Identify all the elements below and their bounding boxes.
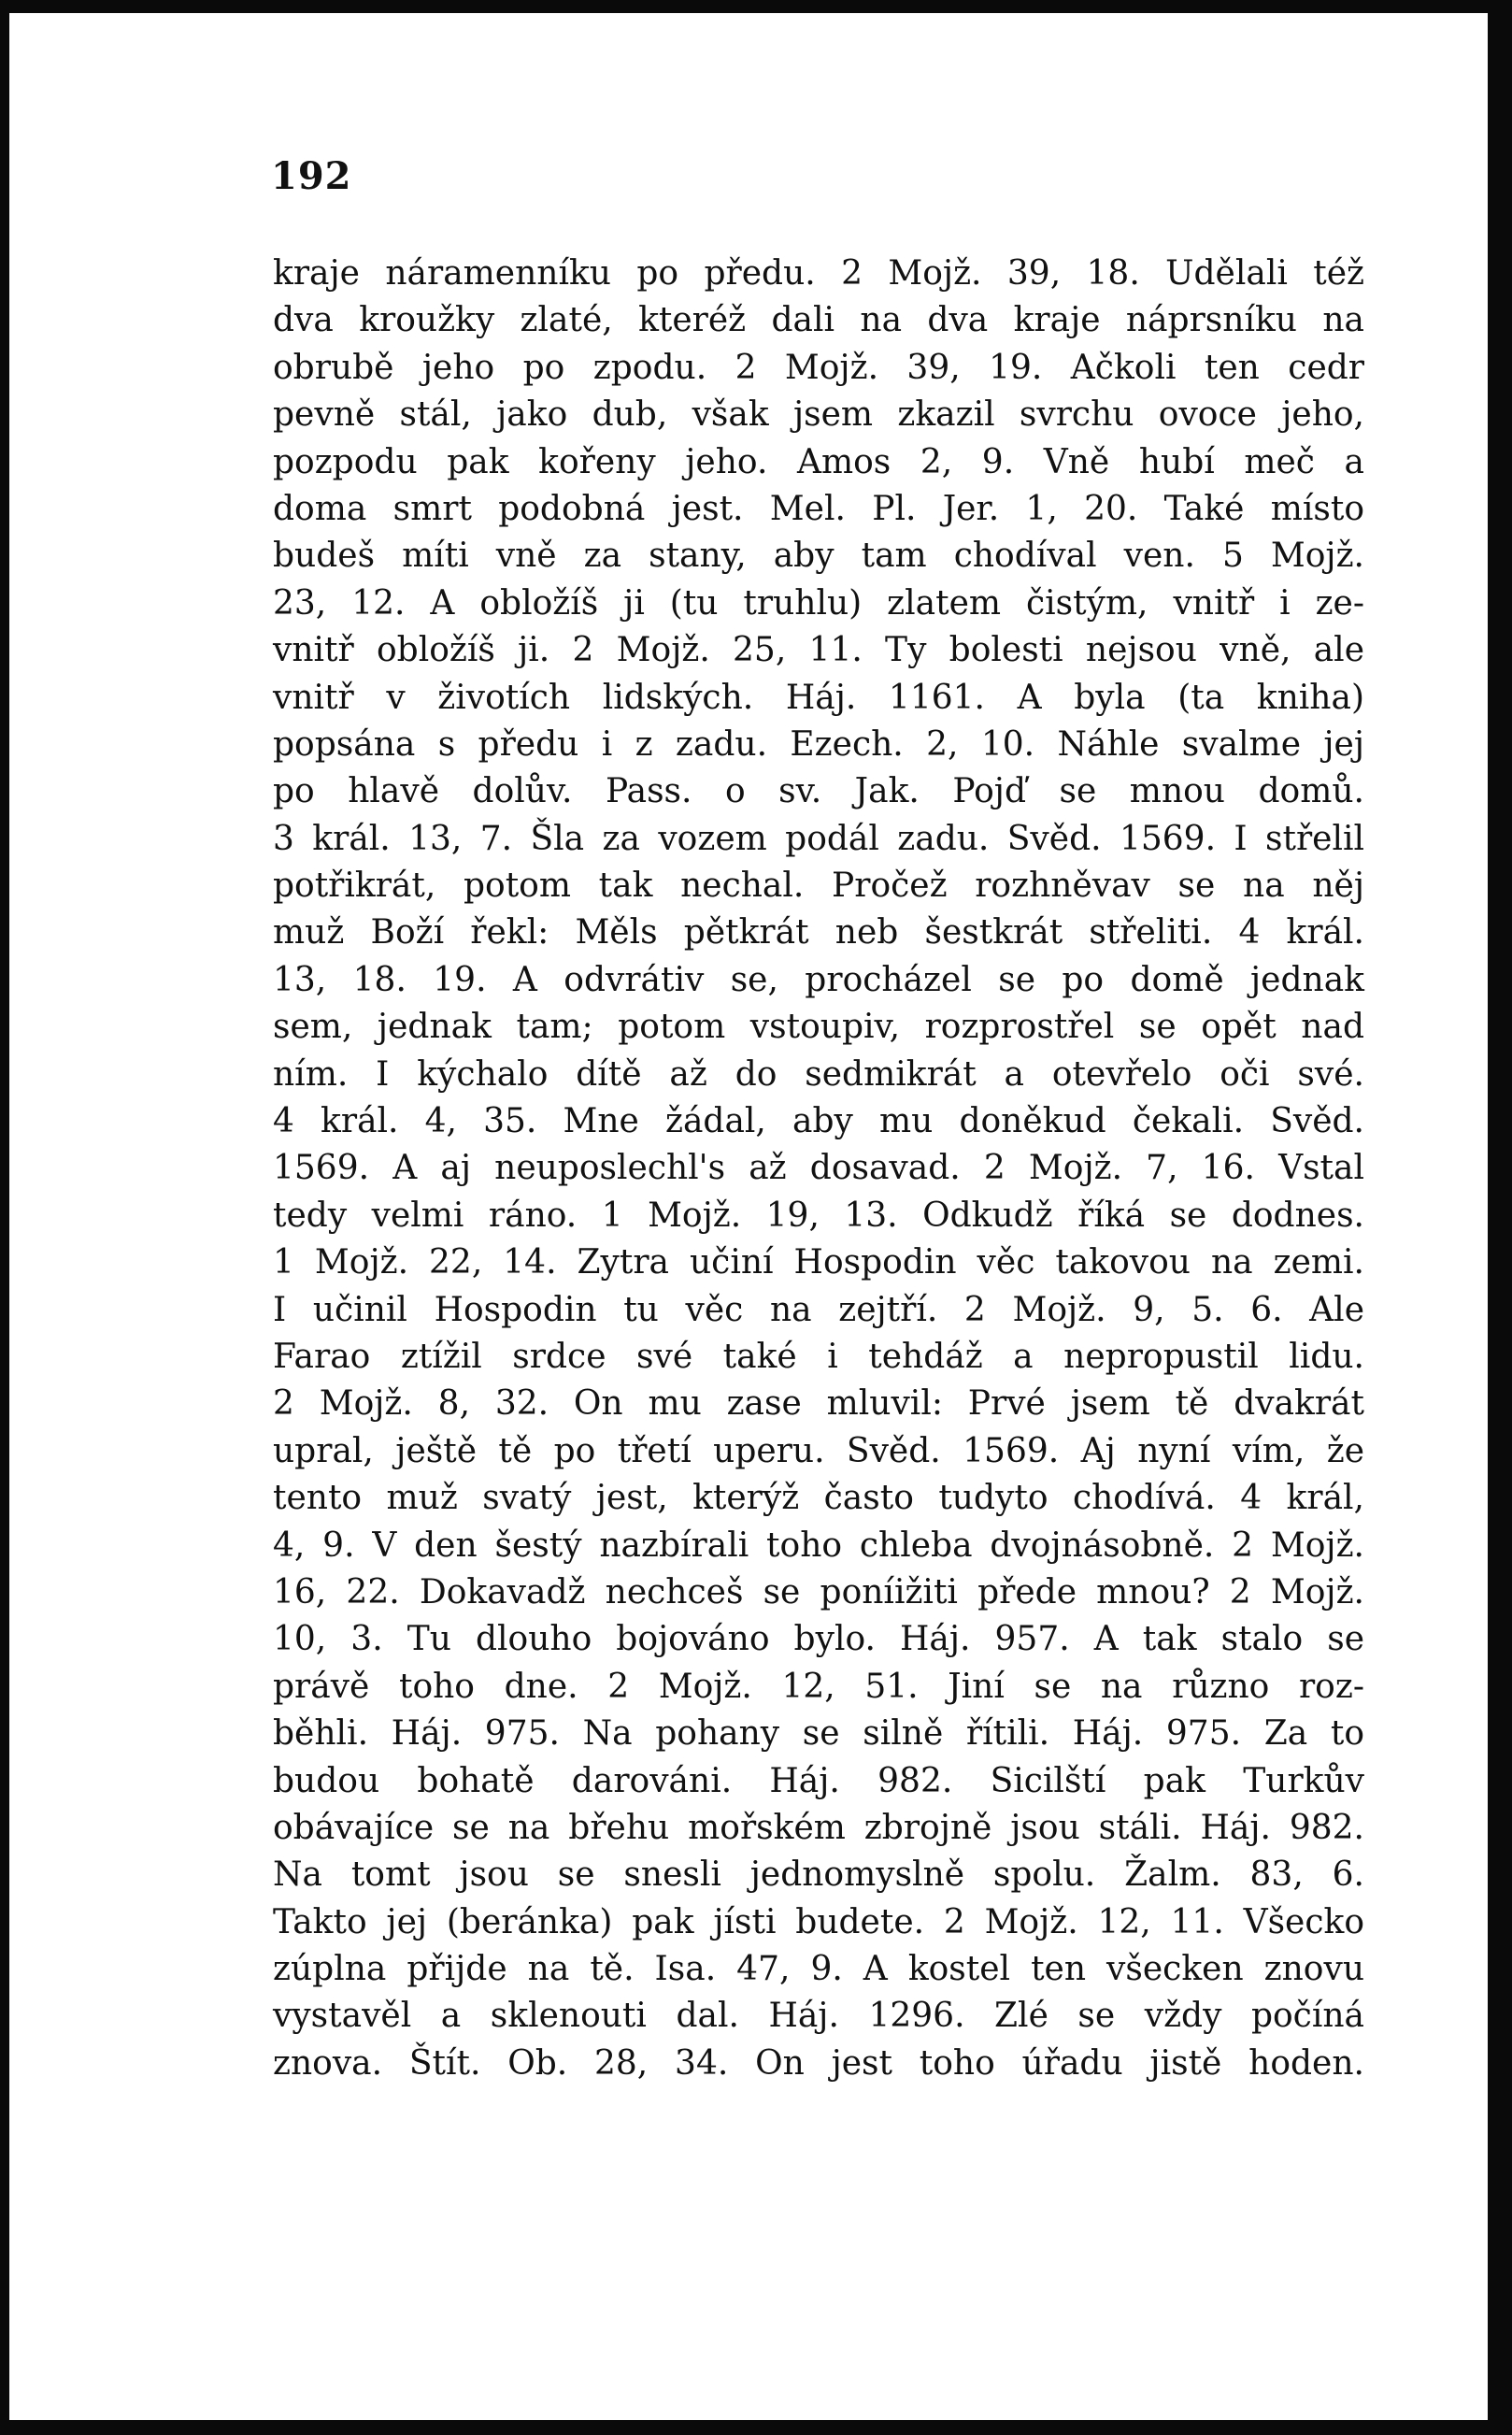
text-line: po hlavě dolův. Pass. o sv. Jak. Pojď se mnou domů. <box>273 772 1364 811</box>
page-number: 192 <box>271 154 352 198</box>
text-line: budou bohatě darováni. Háj. 982. Sicilští pak Turkův <box>273 1761 1364 1800</box>
text-line: vnitř obložíš ji. 2 Mojž. 25, 11. Ty bolesti nejsou vně, ale <box>273 631 1364 670</box>
text-line: Na tomt jsou se snesli jednomyslně spolu. Žalm. 83, 6. <box>273 1855 1364 1895</box>
text-line: doma smrt podobná jest. Mel. Pl. Jer. 1, 20. Také místo <box>273 489 1364 528</box>
text-line: 2 Mojž. 8, 32. On mu zase mluvil: Prvé jsem tě dvakrát <box>273 1384 1364 1424</box>
text-line: 10, 3. Tu dlouho bojováno bylo. Háj. 957. A tak stalo se <box>273 1620 1364 1659</box>
text-line: 1569. A aj neuposlechl's až dosavad. 2 Mojž. 7, 16. Vstal <box>273 1149 1364 1188</box>
text-line: obrubě jeho po zpodu. 2 Mojž. 39, 19. Ačkoli ten cedr <box>273 348 1364 387</box>
text-line: právě toho dne. 2 Mojž. 12, 51. Jiní se na různo roz- <box>273 1667 1364 1706</box>
text-line: běhli. Háj. 975. Na pohany se silně řítili. Háj. 975. Za to <box>273 1714 1364 1754</box>
text-line: 4, 9. V den šestý nazbírali toho chleba dvojnásobně. 2 Mojž. <box>273 1525 1364 1565</box>
text-line: 13, 18. 19. A odvrátiv se, procházel se po domě jednak <box>273 960 1364 999</box>
text-line: 1 Mojž. 22, 14. Zytra učiní Hospodin věc takovou na zemi. <box>273 1243 1364 1282</box>
text-line: pozpodu pak kořeny jeho. Amos 2, 9. Vně hubí meč a <box>273 442 1364 481</box>
text-line: kraje náramenníku po předu. 2 Mojž. 39, 18. Udělali též <box>273 254 1364 293</box>
text-line: pevně stál, jako dub, však jsem zkazil svrchu ovoce jeho, <box>273 395 1364 435</box>
text-line: znova. Štít. Ob. 28, 34. On jest toho úřadu jistě hoden. <box>273 2043 1364 2083</box>
text-line: dva kroužky zlaté, kteréž dali na dva kraje náprsníku na <box>273 301 1364 340</box>
text-line: Takto jej (beránka) pak jísti budete. 2 Mojž. 12, 11. Všecko <box>273 1902 1364 1941</box>
text-line: I učinil Hospodin tu věc na zejtří. 2 Mojž. 9, 5. 6. Ale <box>273 1290 1364 1329</box>
text-line: 16, 22. Dokavadž nechceš se poníižiti přede mnou? 2 Mojž. <box>273 1572 1364 1611</box>
text-line: budeš míti vně za stany, aby tam chodíval ven. 5 Mojž. <box>273 537 1364 576</box>
text-line: vnitř v životích lidských. Háj. 1161. A byla (ta kniha) <box>273 678 1364 717</box>
text-line: 4 král. 4, 35. Mne žádal, aby mu doněkud čekali. Svěd. <box>273 1102 1364 1141</box>
text-line: tento muž svatý jest, kterýž často tudyto chodívá. 4 král, <box>273 1479 1364 1518</box>
text-line: zúplna přijde na tě. Isa. 47, 9. A kostel ten všecken znovu <box>273 1950 1364 1989</box>
text-line: vystavěl a sklenouti dal. Háj. 1296. Zlé se vždy počíná <box>273 1997 1364 2036</box>
text-line: muž Boží řekl: Měls pětkrát neb šestkrát střeliti. 4 král. <box>273 913 1364 953</box>
text-line: ním. I kýchalo dítě až do sedmikrát a otevřelo oči své. <box>273 1054 1364 1094</box>
text-line: 3 král. 13, 7. Šla za vozem podál zadu. Svěd. 1569. I střelil <box>273 819 1364 858</box>
text-line: sem, jednak tam; potom vstoupiv, rozprostřel se opět nad <box>273 1008 1364 1047</box>
text-line: tedy velmi ráno. 1 Mojž. 19, 13. Odkudž říká se dodnes. <box>273 1196 1364 1235</box>
text-line: potřikrát, potom tak nechal. Pročež rozhněvav se na něj <box>273 867 1364 906</box>
text-line: popsána s předu i z zadu. Ezech. 2, 10. Náhle svalme jej <box>273 724 1364 764</box>
body-text <box>273 251 1364 2087</box>
text-line: Farao ztížil srdce své také i tehdáž a nepropustil lidu. <box>273 1337 1364 1376</box>
text-line: obávajíce se na břehu mořském zbrojně jsou stáli. Háj. 982. <box>273 1808 1364 1847</box>
text-line: upral, ještě tě po třetí uperu. Svěd. 1569. Aj nyní vím, že <box>273 1431 1364 1470</box>
text-line: 23, 12. A obložíš ji (tu truhlu) zlatem čistým, vnitř i ze- <box>273 583 1364 623</box>
